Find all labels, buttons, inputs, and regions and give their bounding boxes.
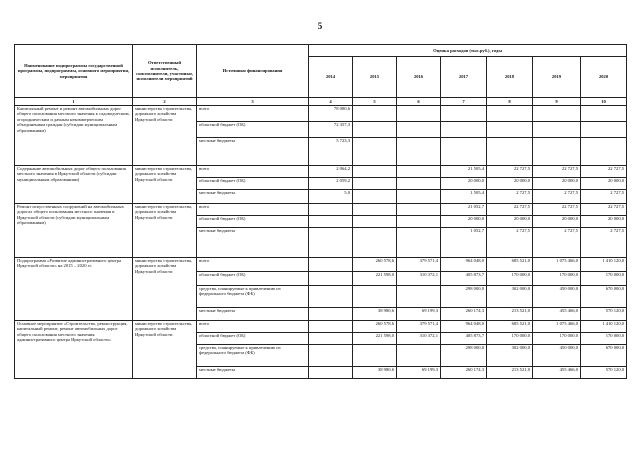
amount-cell: [353, 345, 397, 367]
executor: министерство строительства, дорожного хозяйства Иркутской области: [133, 258, 197, 321]
amount-cell: [441, 138, 487, 166]
amount-cell: 69 199,3: [397, 308, 441, 321]
amount-cell: 22 727,5: [487, 166, 533, 178]
funding-source: средства, планируемые к привлечению из федерального бюджета (ФБ): [197, 345, 309, 367]
amount-cell: 2 064,2: [309, 166, 353, 178]
amount-cell: 78 080,6: [309, 106, 353, 122]
amount-cell: 170 000,0: [533, 272, 581, 286]
amount-cell: 379 571,4: [397, 321, 441, 333]
amount-cell: 22 727,5: [487, 204, 533, 216]
funding-source: всего: [197, 166, 309, 178]
funding-source: областной бюджет (ОБ): [197, 216, 309, 228]
amount-cell: 221 598,0: [353, 272, 397, 286]
amount-cell: 1 075 466,0: [533, 258, 581, 272]
amount-cell: [397, 138, 441, 166]
amount-cell: [309, 367, 353, 379]
amount-cell: 2 727,5: [533, 190, 581, 204]
amount-cell: 310 372,1: [397, 272, 441, 286]
amount-cell: [309, 216, 353, 228]
amount-cell: [397, 204, 441, 216]
executor: министерство строительства, дорожного хозяйства Иркутской области: [133, 166, 197, 204]
amount-cell: 20 000,0: [441, 178, 487, 190]
column-index: 10: [581, 98, 627, 106]
amount-cell: [353, 106, 397, 122]
amount-cell: 260 578,6: [353, 321, 397, 333]
amount-cell: [441, 122, 487, 138]
funding-source: всего: [197, 106, 309, 122]
amount-cell: [353, 286, 397, 308]
funding-source: всего: [197, 204, 309, 216]
amount-cell: 170 000,0: [581, 333, 627, 345]
amount-cell: [309, 333, 353, 345]
amount-cell: 405 873,7: [441, 333, 487, 345]
amount-cell: 685 521,0: [487, 258, 533, 272]
amount-cell: [309, 258, 353, 272]
amount-cell: 22 727,5: [581, 166, 627, 178]
amount-cell: [353, 122, 397, 138]
amount-cell: [397, 122, 441, 138]
amount-cell: [397, 178, 441, 190]
amount-cell: [581, 138, 627, 166]
header-year: 2014: [309, 57, 353, 98]
amount-cell: 2 727,5: [533, 228, 581, 258]
amount-cell: [397, 166, 441, 178]
activity-name: Содержание автомобильных дорог общего пользования местного значения в Иркутской области (субсидии муниципальным образованиям): [15, 166, 133, 204]
column-index: 1: [15, 98, 133, 106]
amount-cell: 455 466,0: [533, 308, 581, 321]
amount-cell: [353, 190, 397, 204]
amount-cell: 20 000,0: [441, 216, 487, 228]
amount-cell: 213 521,0: [487, 308, 533, 321]
amount-cell: 170 000,0: [487, 272, 533, 286]
amount-cell: 570 120,0: [581, 308, 627, 321]
amount-cell: 221 598,0: [353, 333, 397, 345]
funding-source: областной бюджет (ОБ): [197, 122, 309, 138]
amount-cell: 1 052,7: [441, 228, 487, 258]
amount-cell: 20 000,0: [581, 216, 627, 228]
amount-cell: 38 980,6: [353, 367, 397, 379]
amount-cell: [309, 204, 353, 216]
funding-source: областной бюджет (ОБ): [197, 178, 309, 190]
header-name: Наименование подпрограммы государственной программы, подпрограммы, основного мероприятия, мероприятия: [15, 45, 133, 98]
activity-name: Ремонт искусственных сооружений на автомобильных дорогах общего пользования местного значения в Иркутской области (субсидии муниципальным образованиям): [15, 204, 133, 258]
table-row: [15, 204, 627, 216]
executor: министерство строительства, дорожного хозяйства Иркутской области: [133, 106, 197, 166]
amount-cell: 72 357,3: [309, 122, 353, 138]
column-index: 4: [309, 98, 353, 106]
funding-source: всего: [197, 321, 309, 333]
funding-source: местные бюджеты: [197, 138, 309, 166]
amount-cell: [309, 308, 353, 321]
amount-cell: [581, 106, 627, 122]
funding-source: местные бюджеты: [197, 308, 309, 321]
executor: министерство строительства, дорожного хозяйства Иркутской области: [133, 204, 197, 258]
amount-cell: 21 505,4: [441, 166, 487, 178]
amount-cell: [533, 106, 581, 122]
amount-cell: 20 000,0: [581, 178, 627, 190]
funding-source: областной бюджет (ОБ): [197, 272, 309, 286]
amount-cell: [309, 272, 353, 286]
amount-cell: 170 000,0: [581, 272, 627, 286]
header-source: Источники финансирования: [197, 45, 309, 98]
activity-name: Капитальный ремонт и ремонт автомобильных дорог общего пользования местного значения к садоводческим, огородническим и дачным некоммерческим объединениям граждан (субсидии муниципальным образованиям): [15, 106, 133, 166]
amount-cell: [581, 122, 627, 138]
amount-cell: 38 980,6: [353, 308, 397, 321]
amount-cell: [309, 228, 353, 258]
amount-cell: 170 000,0: [487, 333, 533, 345]
amount-cell: [353, 228, 397, 258]
column-index: 7: [441, 98, 487, 106]
funding-source: всего: [197, 258, 309, 272]
amount-cell: [397, 345, 441, 367]
header-year: 2017: [441, 57, 487, 98]
amount-cell: [533, 122, 581, 138]
table-row: [15, 321, 627, 333]
funding-source: местные бюджеты: [197, 228, 309, 258]
amount-cell: 455 466,0: [533, 367, 581, 379]
amount-cell: 298 000,0: [441, 345, 487, 367]
amount-cell: 5 723,3: [309, 138, 353, 166]
amount-cell: [309, 286, 353, 308]
amount-cell: 69 199,3: [397, 367, 441, 379]
amount-cell: 260 578,6: [353, 258, 397, 272]
amount-cell: 379 571,4: [397, 258, 441, 272]
amount-cell: 964 048,0: [441, 321, 487, 333]
amount-cell: [397, 216, 441, 228]
amount-cell: [397, 286, 441, 308]
funding-source: местные бюджеты: [197, 367, 309, 379]
amount-cell: 21 052,7: [441, 204, 487, 216]
funding-source: местные бюджеты: [197, 190, 309, 204]
amount-cell: 20 000,0: [533, 216, 581, 228]
header-expenses: Оценка расходов (тыс.руб.), годы: [309, 45, 627, 57]
amount-cell: [353, 204, 397, 216]
amount-cell: 685 521,0: [487, 321, 533, 333]
amount-cell: 5,0: [309, 190, 353, 204]
amount-cell: [441, 106, 487, 122]
activity-name: Подпрограмма «Развитие административного центра Иркутской области» на 2015 – 2020 гг.: [15, 258, 133, 321]
column-index: 9: [533, 98, 581, 106]
amount-cell: 20 000,0: [487, 216, 533, 228]
amount-cell: [487, 122, 533, 138]
amount-cell: 170 000,0: [533, 333, 581, 345]
amount-cell: 1 075 466,0: [533, 321, 581, 333]
table-row: [15, 258, 627, 272]
amount-cell: 1 505,4: [441, 190, 487, 204]
budget-table: [14, 44, 627, 379]
header-year: 2018: [487, 57, 533, 98]
amount-cell: [397, 190, 441, 204]
header-year: 2020: [581, 57, 627, 98]
amount-cell: 405 873,7: [441, 272, 487, 286]
amount-cell: 964 048,0: [441, 258, 487, 272]
amount-cell: 2 727,5: [487, 228, 533, 258]
amount-cell: 1 410 120,0: [581, 321, 627, 333]
amount-cell: 302 000,0: [487, 345, 533, 367]
amount-cell: 298 000,0: [441, 286, 487, 308]
amount-cell: [487, 138, 533, 166]
amount-cell: 2 727,5: [487, 190, 533, 204]
amount-cell: 260 174,3: [441, 308, 487, 321]
amount-cell: 2 727,5: [581, 228, 627, 258]
amount-cell: 20 000,0: [533, 178, 581, 190]
table-row: [15, 106, 627, 122]
table-row: [15, 166, 627, 178]
amount-cell: 670 000,0: [581, 345, 627, 367]
amount-cell: [397, 106, 441, 122]
header-executor: Ответственный исполнитель, соисполнители, участники, исполнители мероприятий: [133, 45, 197, 98]
amount-cell: 2 059,2: [309, 178, 353, 190]
amount-cell: 20 000,0: [487, 178, 533, 190]
funding-source: средства, планируемые к привлечению из федерального бюджета (ФБ): [197, 286, 309, 308]
funding-source: областной бюджет (ОБ): [197, 333, 309, 345]
column-index: 6: [397, 98, 441, 106]
amount-cell: 670 000,0: [581, 286, 627, 308]
activity-name: Основное мероприятие «Строительство, реконструкция, капитальный ремонт, ремонт автомобильных дорог общего пользования местного значения административного центра Иркутской области»: [15, 321, 133, 379]
amount-cell: 2 727,5: [581, 190, 627, 204]
amount-cell: [487, 106, 533, 122]
page-number: 5: [317, 21, 323, 31]
amount-cell: 260 174,3: [441, 367, 487, 379]
amount-cell: [533, 138, 581, 166]
amount-cell: [309, 345, 353, 367]
amount-cell: 570 120,0: [581, 367, 627, 379]
table-body: [15, 98, 627, 379]
amount-cell: 310 372,1: [397, 333, 441, 345]
amount-cell: 1 410 120,0: [581, 258, 627, 272]
column-index: 5: [353, 98, 397, 106]
amount-cell: 302 000,0: [487, 286, 533, 308]
amount-cell: [353, 178, 397, 190]
amount-cell: 450 000,0: [533, 286, 581, 308]
header-year: 2019: [533, 57, 581, 98]
executor: министерство строительства, дорожного хозяйства Иркутской области: [133, 321, 197, 379]
amount-cell: [309, 321, 353, 333]
amount-cell: [353, 138, 397, 166]
amount-cell: 213 521,0: [487, 367, 533, 379]
column-index: 8: [487, 98, 533, 106]
amount-cell: 22 727,5: [533, 166, 581, 178]
amount-cell: 22 727,5: [581, 204, 627, 216]
header-year: 2015: [353, 57, 397, 98]
header-year: 2016: [397, 57, 441, 98]
amount-cell: [353, 216, 397, 228]
column-index: 2: [133, 98, 197, 106]
amount-cell: 22 727,5: [533, 204, 581, 216]
column-index-row: [15, 98, 627, 106]
amount-cell: 450 000,0: [533, 345, 581, 367]
amount-cell: [397, 228, 441, 258]
column-index: 3: [197, 98, 309, 106]
amount-cell: [353, 166, 397, 178]
